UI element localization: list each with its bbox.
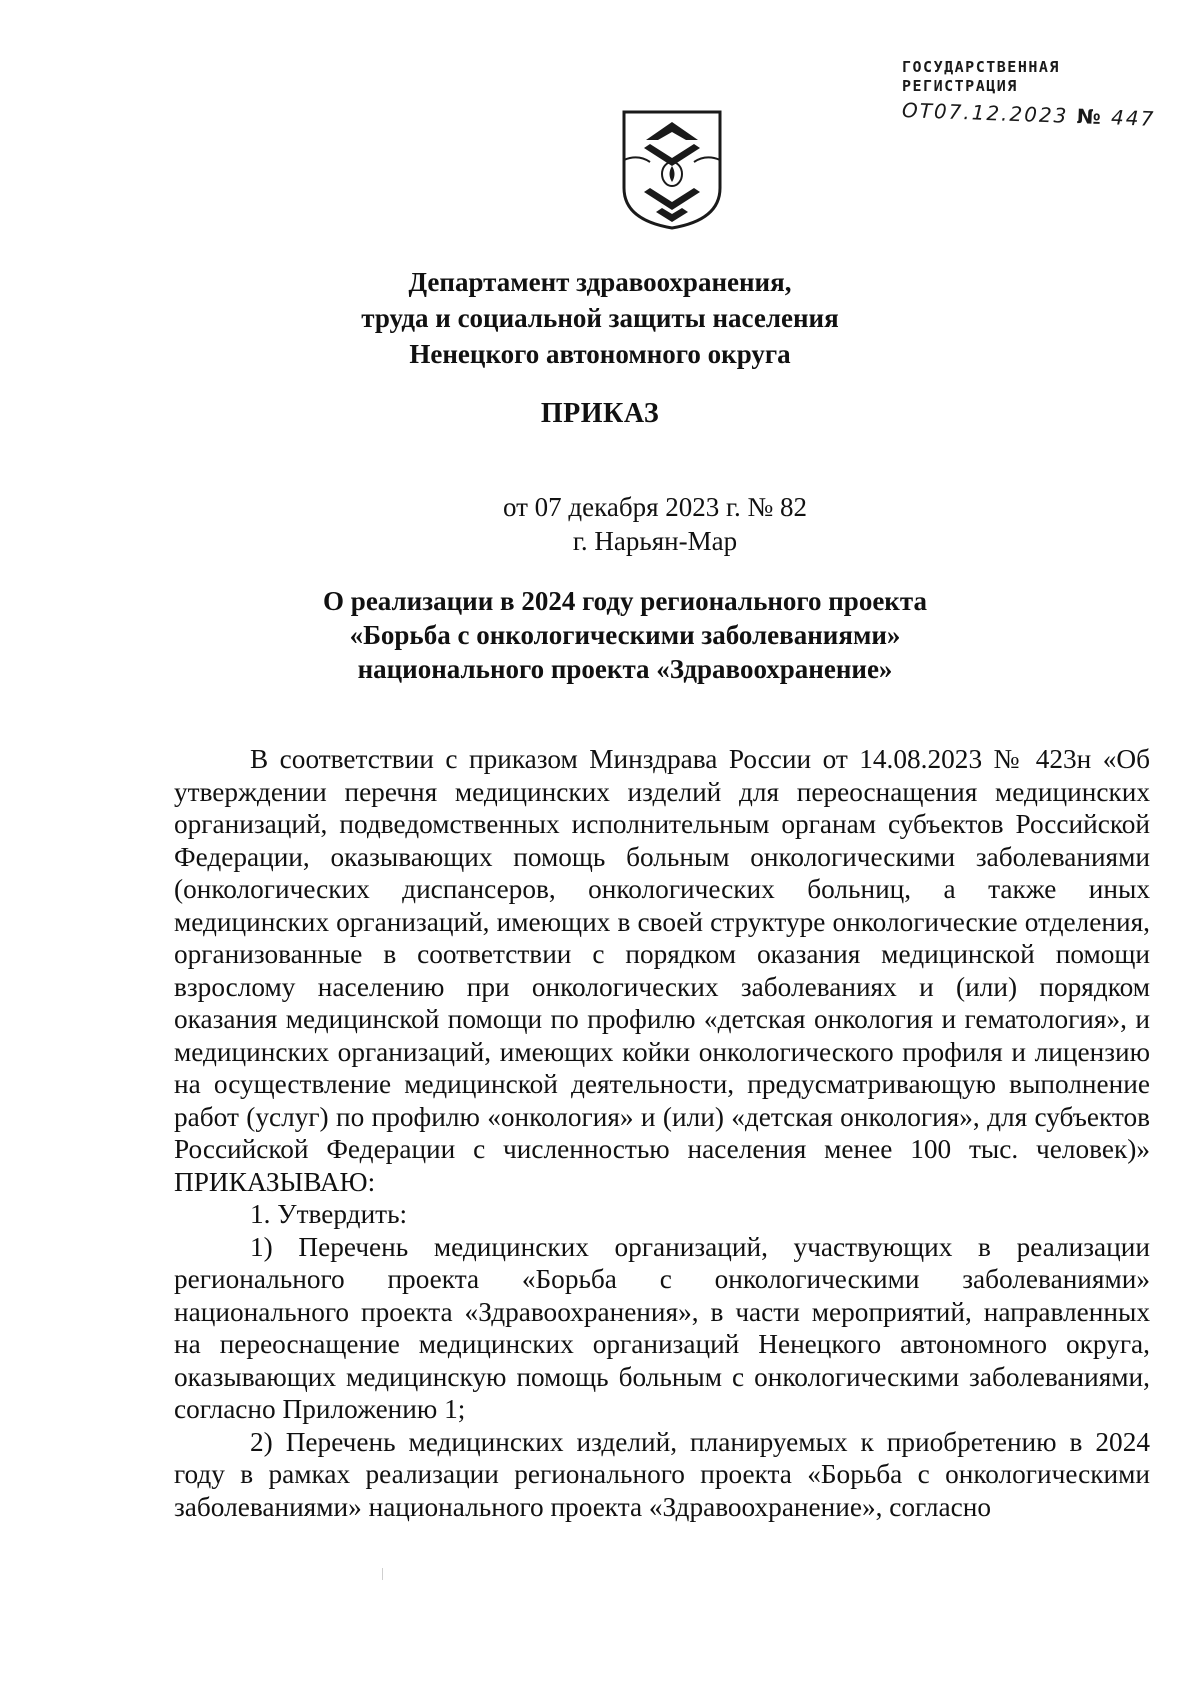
registration-stamp	[901, 58, 1156, 131]
order-city: г. Нарьян-Мар	[572, 526, 738, 556]
point-1-paragraph: 1. Утвердить:	[250, 1199, 408, 1229]
order-body	[174, 743, 1150, 1523]
order-meta	[0, 490, 1200, 558]
order-subject	[0, 584, 1200, 686]
item-2-paragraph: 2) Перечень медицинских изделий, планируемых к приобретению в 2024 году в рамках реализации регионального проекта «Борьба с онкологическими заболеваниями» национального проекта «Здравоохранение», согласно	[174, 1426, 1150, 1522]
item-1-paragraph: 1) Перечень медицинских организаций, участвующих в реализации регионального проекта «Борьба с онкологическими заболеваниями» национального проекта «Здравоохранения», в части мероприятий, направленных на переоснащение медицинских организаций Ненецкого автономного округа, оказывающих медицинскую помощь больным с онкологическими заболеваниями, согласно Приложению 1;	[174, 1231, 1150, 1424]
stamp-handwritten-line	[901, 98, 1156, 131]
stamp-line-1: ГОСУДАРСТВЕННАЯ	[902, 58, 1060, 76]
subject-line-2: «Борьба с онкологическими заболеваниями»	[349, 620, 901, 650]
header-line-2: труда и социальной защиты населения	[361, 303, 839, 333]
subject-line-3: национального проекта «Здравоохранение»	[357, 654, 893, 684]
order-title: ПРИКАЗ	[540, 398, 660, 429]
stamp-line-2: РЕГИСТРАЦИЯ	[902, 77, 1018, 95]
scan-artifact	[382, 1568, 383, 1580]
preamble-paragraph: В соответствии с приказом Минздрава России от 14.08.2023 № 423н «Об утверждении перечня медицинских изделий для переоснащения медицинских организаций, подведомственных исполнительным органам субъектов Российской Федерации, оказывающих помощь больным онкологическими заболеваниями (онкологических диспансеров, онкологических больниц, а также иных медицинских организаций, имеющих в своей структуре онкологические отделения, организованные в соответствии с порядком оказания медицинской помощи взрослому населению при онкологических заболеваниях и (или) порядком оказания медицинской помощи по профилю «детская онкология и гематология», и медицинских организаций, имеющих койки онкологического профиля и лицензию на осуществление медицинской деятельности, предусматривающую выполнение работ (услуг) по профилю «онкология» и (или) «детская онкология», для субъектов Российской Федерации с численностью населения менее 100 тыс. человек)» ПРИКАЗЫВАЮ:	[174, 744, 1150, 1197]
order-date-number: от 07 декабря 2023 г. № 82	[502, 492, 808, 522]
stamp-date: 07.12.2023	[933, 99, 1069, 128]
header-line-1: Департамент здравоохранения,	[408, 267, 792, 297]
stamp-number-mark: №	[1076, 104, 1104, 130]
coat-of-arms-icon	[620, 108, 724, 232]
department-header	[0, 264, 1200, 372]
stamp-date-prefix: ОТ	[901, 98, 935, 124]
header-line-3: Ненецкого автономного округа	[409, 339, 791, 369]
stamp-number: 447	[1110, 105, 1156, 131]
subject-line-1: О реализации в 2024 году регионального проекта	[323, 586, 927, 616]
